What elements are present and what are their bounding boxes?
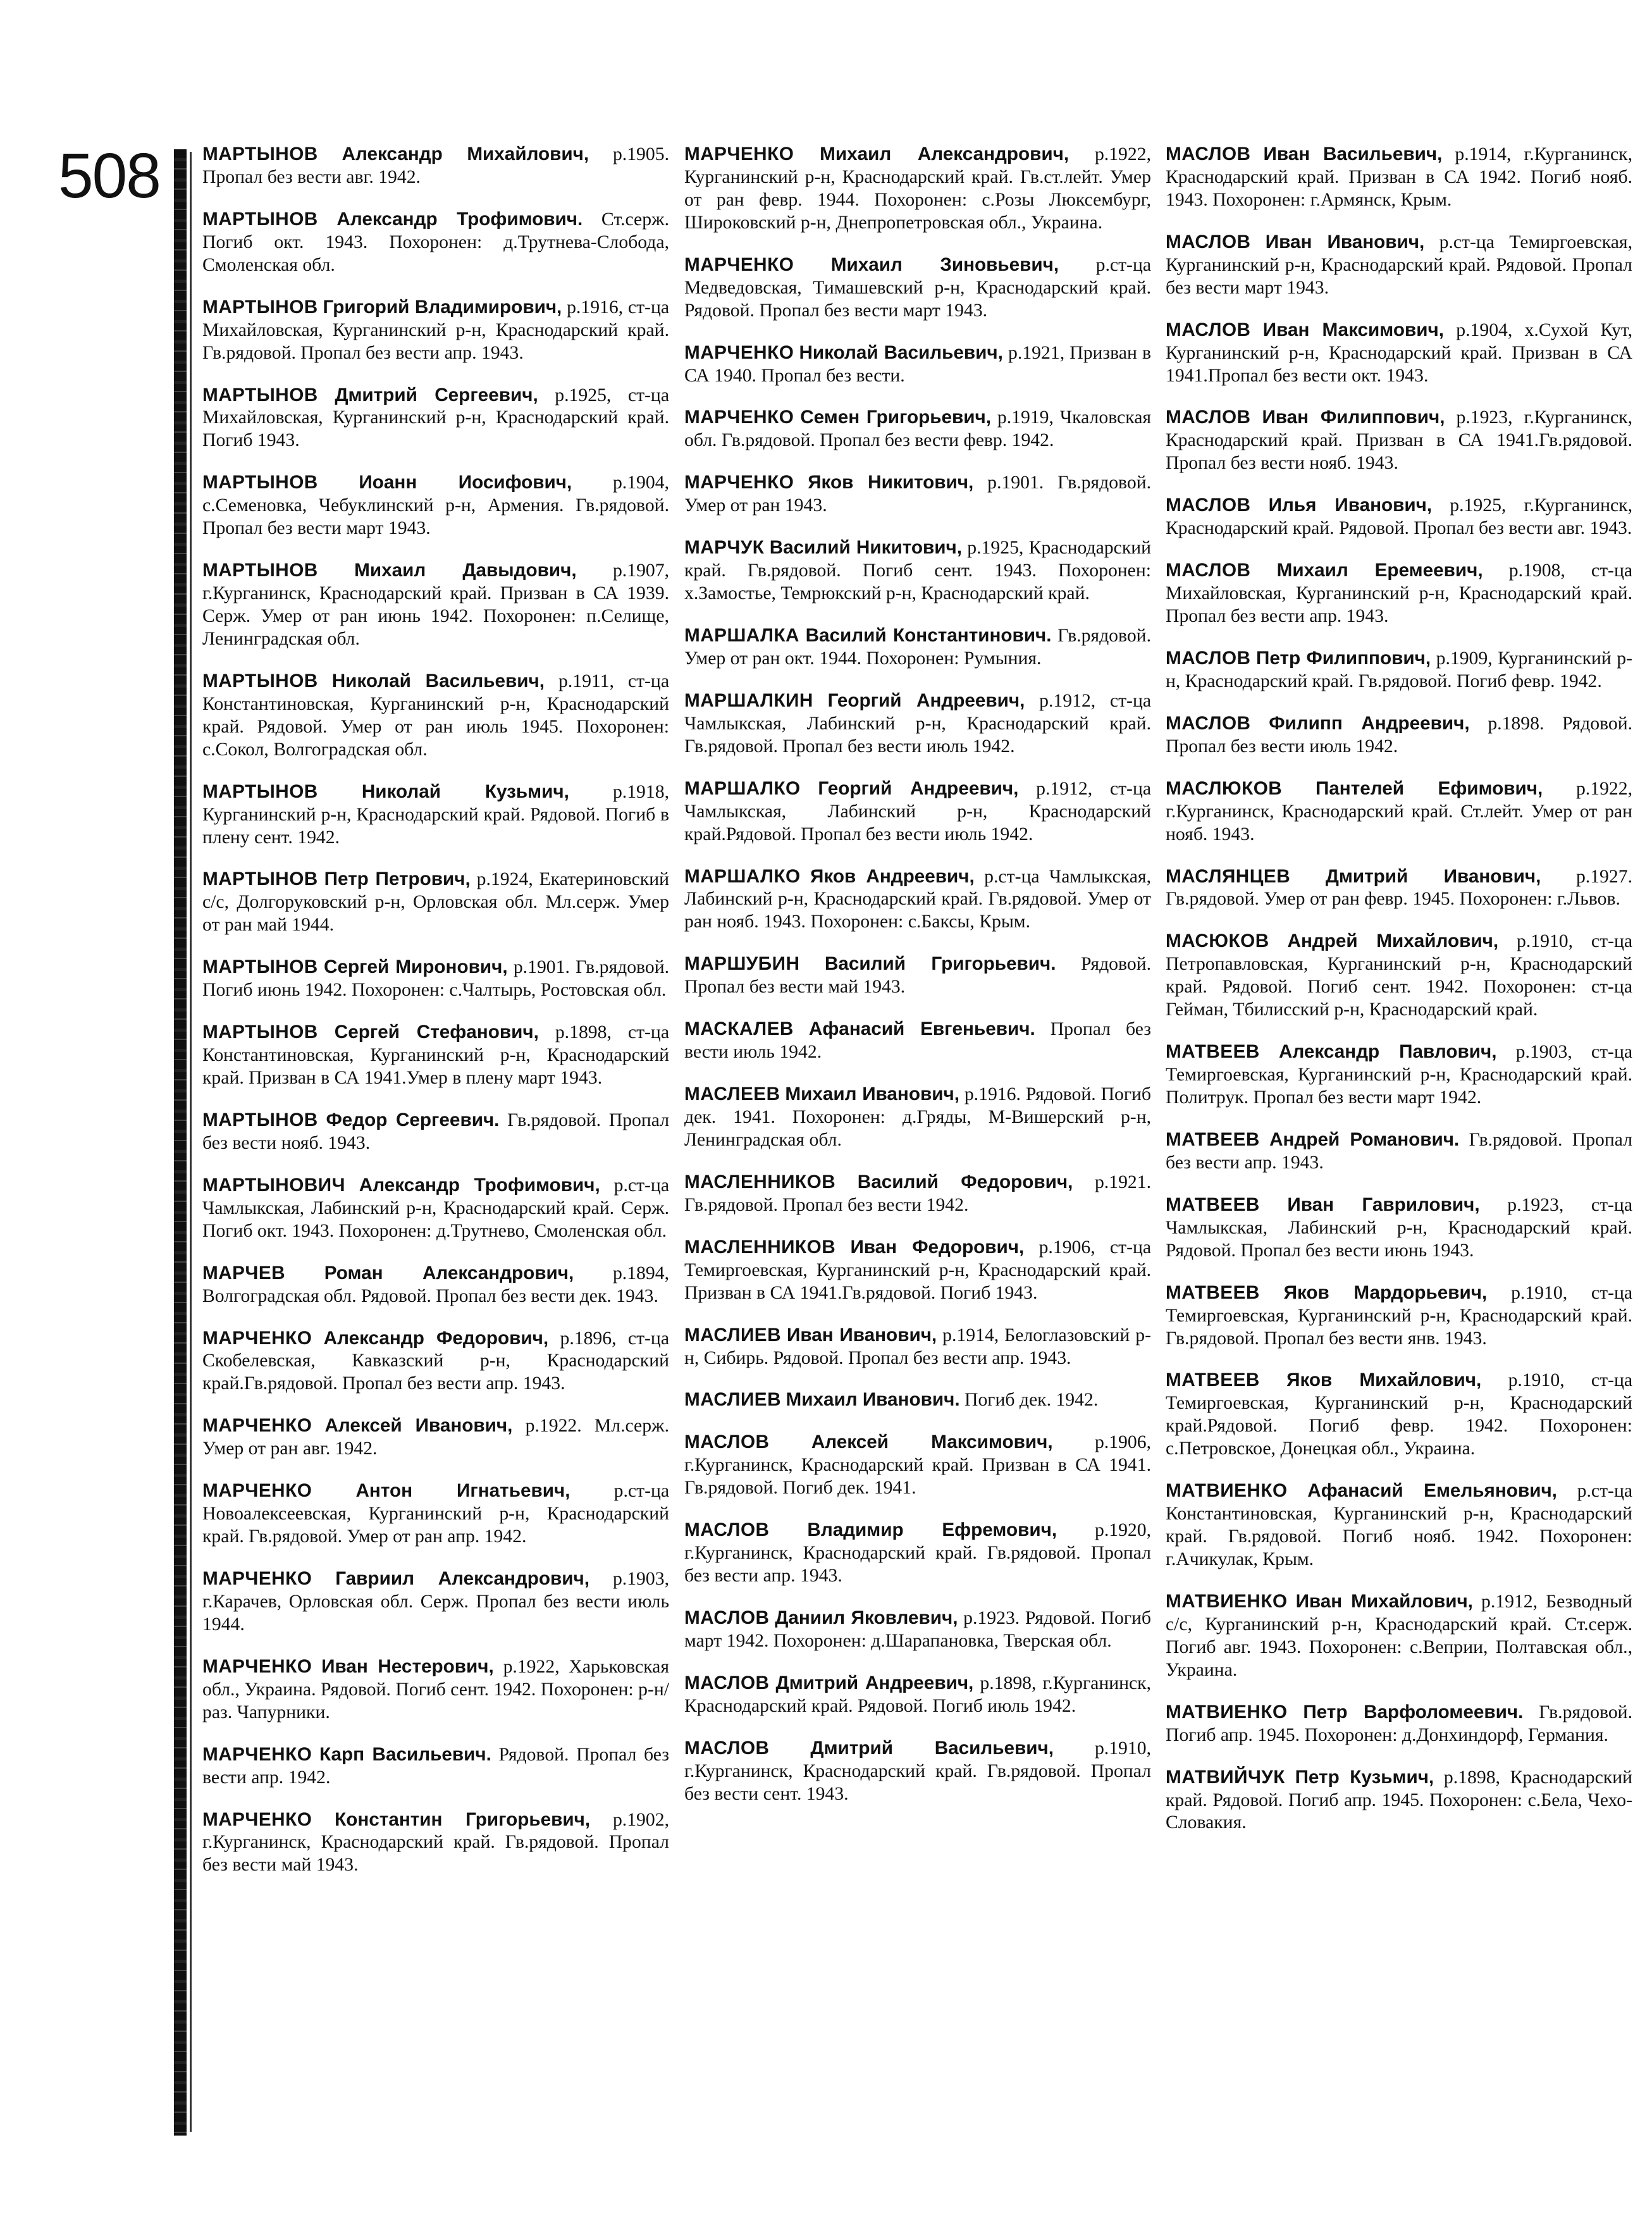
entry-surname: МАСЛЕННИКОВ: [684, 1171, 836, 1192]
entry-surname: МАТВЕЕВ: [1166, 1282, 1260, 1303]
entry-details: р.1923. Рядовой. Погиб март 1942. Похоронен: д.Шарапановка, Тверская обл.: [684, 1608, 1152, 1651]
entry-details: р.1906, ст-ца Темиргоевская, Курганинский р-н, Краснодарский край. Призван в СА 1941.Гв.рядовой. Погиб 1943.: [684, 1237, 1152, 1303]
entry-surname: МАРЧЕНКО: [684, 254, 794, 275]
entry: [684, 1018, 1151, 1064]
entry-surname: МАСЛОВ: [684, 1737, 770, 1759]
entry-surname: МАРЧЕНКО: [202, 1743, 312, 1765]
entry-surname: МАРЧЕНКО: [202, 1568, 312, 1589]
entry-given-name: Алексей Максимович,: [811, 1432, 1053, 1453]
entry-surname: МАСЛИЕВ: [684, 1389, 782, 1411]
column-1: [202, 143, 669, 1896]
entry-given-name: Андрей Романович.: [1269, 1129, 1460, 1150]
entry: [684, 536, 1151, 605]
entry: [1166, 1041, 1632, 1110]
entry-surname: МАРШУБИН: [684, 953, 800, 975]
entry-surname: МАСЛОВ: [1166, 712, 1251, 734]
entry-given-name: Дмитрий Иванович,: [1325, 865, 1541, 887]
entry-details: Ст.серж. Погиб окт. 1943. Похоронен: д.Трутнева-Слобода, Смоленская обл.: [202, 209, 669, 275]
entry-details: р.1907, г.Курганинск, Краснодарский край. Призван в СА 1939. Серж. Умер от ран июнь 1942. Похоронен: п.Селище, Ленинградская обл.: [202, 560, 670, 649]
entry-details: р.1922, г.Курганинск, Краснодарский край. Ст.лейт. Умер от ран нояб. 1943.: [1166, 778, 1633, 844]
entry-given-name: Иоанн Иосифович,: [359, 472, 572, 493]
entry-surname: МАРЧЕНКО: [684, 342, 794, 363]
page-edge-bar: [174, 149, 187, 2136]
entry-surname: МАРЧЕНКО: [202, 1415, 312, 1437]
entry: [684, 471, 1151, 517]
entry-surname: МАРЧЕНКО: [202, 1327, 312, 1349]
entry-given-name: Иван Иванович,: [787, 1324, 937, 1345]
entry-details: Гв.рядовой. Пропал без вести апр. 1943.: [1166, 1129, 1633, 1173]
entry: [1166, 1194, 1632, 1263]
entry-surname: МАРЧЕНКО: [202, 1480, 312, 1502]
entry-details: р.1910, ст-ца Петропавловская, Курганинский р-н, Краснодарский край. Рядовой. Погиб сент. 1942. Похоронен: ст-ца Гейман, Тбилисский р-н, Краснодарский край.: [1166, 931, 1633, 1020]
entry: [1166, 1129, 1632, 1175]
entry-given-name: Иван Федорович,: [850, 1236, 1025, 1258]
entry-given-name: Михаил Иванович,: [785, 1084, 959, 1105]
entry-given-name: Иван Михайлович,: [1295, 1590, 1473, 1612]
entry-given-name: Иван Гаврилович,: [1287, 1194, 1480, 1215]
entry: [202, 1109, 669, 1155]
entry: [1166, 777, 1632, 846]
entry-details: р.1923, ст-ца Чамлыкская, Лабинский р-н, Краснодарский край. Рядовой. Пропал без вести июнь 1943.: [1166, 1194, 1632, 1261]
entry-details: р.1922, Харьковская обл., Украина. Рядовой. Погиб сент. 1942. Похоронен: р-н/раз. Чапурники.: [202, 1656, 670, 1722]
entry-surname: МАРТЫНОВ: [202, 472, 318, 493]
entry-surname: МАРТЫНОВ: [202, 144, 318, 164]
entry-given-name: Григорий Владимирович,: [323, 296, 562, 318]
entry-details: р.1901. Гв.рядовой. Умер от ран 1943.: [684, 473, 1152, 516]
entry-given-name: Александр Трофимович,: [359, 1174, 600, 1196]
entry-surname: МАСЛОВ: [1166, 407, 1251, 428]
entry-details: р.1898. Рядовой. Пропал без вести июль 1942.: [1166, 713, 1633, 757]
entry-surname: МАСЛЕЕВ: [684, 1084, 780, 1105]
entry-surname: МАСЛОВ: [1166, 560, 1251, 581]
entry-details: р.1901. Гв.рядовой. Погиб июнь 1942. Похоронен: с.Чалтырь, Ростовская обл.: [202, 957, 670, 1001]
entry: [1166, 559, 1632, 628]
entry-details: р.ст-ца Новоалексеевская, Курганинский р-н, Краснодарский край. Гв.рядовой. Умер от ран апр. 1942.: [202, 1481, 670, 1547]
entry: [202, 781, 669, 850]
entry-given-name: Филипп Андреевич,: [1269, 712, 1470, 734]
entry-surname: МАСЛЯНЦЕВ: [1166, 865, 1291, 887]
entry-given-name: Яков Мардорьевич,: [1283, 1282, 1488, 1303]
entry-surname: МАСЛОВ: [684, 1432, 770, 1453]
entry-surname: МАСЛОВ: [1166, 319, 1251, 340]
entry: [1166, 143, 1632, 212]
entry: [684, 777, 1151, 846]
entry: [202, 208, 669, 277]
entry-details: р.1898, Краснодарский край. Рядовой. Погиб апр. 1945. Похоронен: с.Бела, Чехо-Словакия.: [1166, 1767, 1633, 1833]
entry-given-name: Михаил Зиновьевич,: [830, 254, 1059, 275]
entry-given-name: Иван Нестерович,: [321, 1655, 494, 1677]
entry-surname: МАРТЫНОВ: [202, 560, 318, 581]
entry: [202, 1655, 669, 1724]
entry: [684, 406, 1151, 452]
entry-surname: МАТВЕЕВ: [1166, 1129, 1260, 1150]
entry-surname: МАРТЫНОВ: [202, 869, 318, 890]
entry-surname: МАРШАЛКО: [684, 777, 801, 799]
entry-details: Гв.рядовой. Погиб апр. 1945. Похоронен: д.Донхиндорф, Германия.: [1166, 1702, 1632, 1745]
entry-given-name: Николай Васильевич,: [799, 342, 1003, 363]
entry-surname: МАТВИЕНКО: [1166, 1701, 1288, 1722]
entry-given-name: Михаил Еремеевич,: [1276, 560, 1483, 581]
entry: [1166, 1590, 1632, 1682]
entry-details: р.1912, ст-ца Чамлыкская, Лабинский р-н, Краснодарский край.Рядовой. Пропал без вести июль 1942.: [684, 778, 1152, 844]
entry-details: р.1914, г.Курганинск, Краснодарский край. Призван в СА 1942. Погиб нояб. 1943. Похоронен: г.Армянск, Крым.: [1166, 144, 1633, 210]
entry-surname: МАРЧЕНКО: [684, 472, 794, 493]
entry: [684, 1607, 1151, 1653]
entry-given-name: Николай Кузьмич,: [361, 781, 569, 802]
entry-given-name: Михаил Иванович.: [786, 1389, 960, 1411]
entry-surname: МАРТЫНОВ: [202, 670, 318, 691]
entry: [1166, 494, 1632, 540]
entry: [684, 1672, 1151, 1718]
entry-surname: МАРТЫНОВ: [202, 384, 318, 405]
entry-given-name: Василий Федорович,: [857, 1171, 1073, 1192]
entry-details: р.1921, Призван в СА 1940. Пропал без вести.: [684, 342, 1151, 386]
entry-details: р.1916, ст-ца Михайловская, Курганинский р-н, Краснодарский край. Гв.рядовой. Пропал без вести апр. 1943.: [202, 297, 670, 363]
entry-details: р.1916. Рядовой. Погиб дек. 1941. Похоронен: д.Гряды, М-Вишерский р-н, Ленинградская обл.: [684, 1084, 1152, 1150]
entry-details: р.1894, Волгоградская обл. Рядовой. Пропал без вести дек. 1943.: [202, 1263, 669, 1306]
entry-given-name: Алексей Иванович,: [324, 1415, 513, 1437]
entry-given-name: Петр Петрович,: [324, 869, 471, 890]
entry-details: р.1898, г.Курганинск, Краснодарский край. Рядовой. Погиб июль 1942.: [684, 1673, 1152, 1716]
entry: [684, 143, 1151, 235]
entry: [202, 1327, 669, 1396]
entry-given-name: Николай Васильевич,: [331, 670, 545, 691]
entry-details: р.1914, Белоглазовский р-н, Сибирь. Рядовой. Пропал без вести апр. 1943.: [684, 1325, 1151, 1368]
entry-details: р.1910, ст-ца Темиргоевская, Курганинский р-н, Краснодарский край. Гв.рядовой. Пропал без вести янв. 1943.: [1166, 1282, 1633, 1349]
entry-details: р.1904, с.Семеновка, Чебуклинский р-н, Армения. Гв.рядовой. Пропал без вести март 1943.: [202, 473, 669, 539]
entry-details: р.ст-ца Чамлыкская, Лабинский р-н, Краснодарский край. Серж. Погиб окт. 1943. Похоронен: д.Трутнево, Смоленская обл.: [202, 1175, 669, 1241]
entry: [684, 624, 1151, 671]
entry: [1166, 1766, 1632, 1835]
entry-surname: МАТВЕЕВ: [1166, 1194, 1260, 1215]
entry: [684, 865, 1151, 934]
entry-surname: МАСЛОВ: [1166, 144, 1251, 164]
entry-surname: МАСЛИЕВ: [684, 1324, 782, 1345]
entry-surname: МАРЧЕНКО: [202, 1809, 312, 1830]
entry-given-name: Владимир Ефремович,: [807, 1519, 1057, 1541]
entry: [202, 1809, 669, 1877]
entry: [1166, 319, 1632, 388]
entry-given-name: Иван Васильевич,: [1263, 144, 1443, 164]
entry-given-name: Сергей Стефанович,: [334, 1022, 539, 1043]
entry-details: р.ст-ца Темиргоевская, Курганинский р-н, Краснодарский край. Рядовой. Пропал без вести март 1943.: [1166, 232, 1632, 298]
entry-surname: МАТВИЕНКО: [1166, 1480, 1288, 1502]
entry-given-name: Афанасий Евгеньевич.: [808, 1018, 1035, 1040]
entry-given-name: Илья Иванович,: [1268, 495, 1433, 516]
entry: [684, 690, 1151, 758]
entry: [1166, 865, 1632, 912]
entry-details: р.1927. Гв.рядовой. Умер от ран февр. 1945. Похоронен: г.Львов.: [1166, 866, 1632, 910]
entry-given-name: Гавриил Александрович,: [335, 1568, 589, 1589]
entry-surname: МАСЛЮКОВ: [1166, 777, 1283, 799]
entry-surname: МАСЛОВ: [684, 1607, 770, 1628]
entry-given-name: Семен Григорьевич,: [800, 407, 991, 428]
entry-surname: МАРТЫНОВ: [202, 208, 318, 230]
entry: [1166, 1369, 1632, 1461]
entry-surname: МАСЛЕННИКОВ: [684, 1236, 836, 1258]
entry: [202, 956, 669, 1002]
entry-given-name: Яков Андреевич,: [810, 865, 975, 887]
entry-details: р.1924, Екатериновский с/с, Долгоруковский р-н, Орловская обл. Мл.серж. Умер от ран май 1944.: [202, 869, 669, 936]
entry-details: Пропал без вести июль 1942.: [684, 1019, 1151, 1063]
entry-given-name: Петр Филиппович,: [1255, 647, 1431, 669]
entry-surname: МАРТЫНОВ: [202, 781, 318, 802]
entry-details: р.1922. Мл.серж. Умер от ран авг. 1942.: [202, 1416, 669, 1459]
entry: [684, 1236, 1151, 1305]
entry-surname: МАТВИЕНКО: [1166, 1590, 1288, 1612]
entry-given-name: Александр Федорович,: [323, 1327, 549, 1349]
entry: [202, 1568, 669, 1636]
entry: [202, 1414, 669, 1461]
entry-given-name: Георгий Андреевич,: [818, 777, 1019, 799]
entry-details: р.1898, ст-ца Константиновская, Курганинский р-н, Краснодарский край. Призван в СА 1941.Умер в плену март 1943.: [202, 1022, 669, 1088]
entry-details: р.ст-ца Чамлыкская, Лабинский р-н, Краснодарский край. Гв.рядовой. Умер от ран нояб. 1943. Похоронен: с.Баксы, Крым.: [684, 866, 1152, 932]
entry: [202, 1174, 669, 1243]
entry: [684, 1737, 1151, 1806]
entry-surname: МАРЧЕНКО: [684, 407, 794, 428]
entry: [202, 868, 669, 937]
entry: [202, 143, 669, 189]
entry-details: р.1920, г.Курганинск, Краснодарский край. Гв.рядовой. Пропал без вести апр. 1943.: [684, 1520, 1152, 1586]
entry-surname: МАРТЫНОВ: [202, 1109, 318, 1130]
entry: [202, 1480, 669, 1549]
entry-details: р.1910, г.Курганинск, Краснодарский край. Гв.рядовой. Пропал без вести сент. 1943.: [684, 1738, 1151, 1804]
entry: [684, 1324, 1151, 1370]
entry-surname: МАРЧЕНКО: [684, 144, 794, 164]
page-number: 508: [58, 140, 160, 211]
entry-given-name: Сергей Миронович,: [324, 956, 508, 978]
entry-details: р.1912, Безводный с/с, Курганинский р-н, Краснодарский край. Ст.серж. Погиб авг. 1943. Похоронен: с.Веприи, Полтавская обл., Украина.: [1166, 1591, 1633, 1680]
entry-given-name: Иван Филиппович,: [1262, 407, 1445, 428]
entry-surname: МАСЮКОВ: [1166, 931, 1269, 952]
entry: [684, 254, 1151, 323]
entry-surname: МАТВЕЕВ: [1166, 1370, 1260, 1391]
column-2: [684, 143, 1151, 1825]
entry: [1166, 1480, 1632, 1571]
entry-details: р.1919, Чкаловская обл. Гв.рядовой. Пропал без вести февр. 1942.: [684, 407, 1152, 451]
entry-given-name: Яков Никитович,: [808, 472, 974, 493]
entry-given-name: Константин Григорьевич,: [335, 1809, 591, 1830]
entry: [202, 1021, 669, 1090]
entry-given-name: Пантелей Ефимович,: [1315, 777, 1543, 799]
entry: [202, 296, 669, 365]
entry-given-name: Василий Григорьевич.: [824, 953, 1056, 975]
entry-details: Гв.рядовой. Умер от ран окт. 1944. Похоронен: Румыния.: [684, 626, 1151, 669]
entry-details: р.1910, ст-ца Темиргоевская, Курганинский р-н, Краснодарский край.Рядовой. Погиб февр. 1942. Похоронен: с.Петровское, Донецкая обл., Украина.: [1166, 1370, 1633, 1459]
entry-surname: МАСКАЛЕВ: [684, 1018, 794, 1040]
entry-given-name: Иван Максимович,: [1262, 319, 1444, 340]
entry-surname: МАРШАЛКО: [684, 865, 801, 887]
entry-details: р.1921. Гв.рядовой. Пропал без вести 1942.: [684, 1172, 1152, 1215]
entry-details: р.ст-ца Константиновская, Курганинский р-н, Краснодарский край. Гв.рядовой. Погиб нояб. 1942. Похоронен: г.Ачикулак, Крым.: [1166, 1481, 1633, 1569]
entry-given-name: Василий Константинович.: [805, 625, 1052, 646]
entry-surname: МАРШАЛКА: [684, 625, 799, 646]
entry: [1166, 1701, 1632, 1747]
entry-surname: МАТВЕЕВ: [1166, 1041, 1260, 1063]
entry-given-name: Дмитрий Андреевич,: [775, 1672, 974, 1693]
entry: [684, 1171, 1151, 1217]
entry-given-name: Роман Александрович,: [324, 1262, 574, 1283]
entry: [684, 1083, 1151, 1152]
entry-surname: МАСЛОВ: [1166, 231, 1251, 252]
entry: [1166, 1282, 1632, 1351]
entry-details: Рядовой. Пропал без вести апр. 1942.: [202, 1744, 670, 1788]
entry-details: р.1925, г.Курганинск, Краснодарский край. Рядовой. Пропал без вести авг. 1943.: [1166, 495, 1633, 539]
entry-details: Рядовой. Пропал без вести май 1943.: [684, 954, 1151, 998]
entry-details: р.ст-ца Медведовская, Тимашевский р-н, Краснодарский край. Рядовой. Пропал без вести март 1943.: [684, 254, 1152, 321]
entry-given-name: Даниил Яковлевич,: [775, 1607, 958, 1628]
entry-given-name: Петр Кузьмич,: [1295, 1766, 1434, 1788]
entry-given-name: Михаил Давыдович,: [354, 560, 577, 581]
entry-surname: МАРТЫНОВ: [202, 296, 318, 318]
entry-details: р.1902, г.Курганинск, Краснодарский край. Гв.рядовой. Пропал без вести май 1943.: [202, 1809, 669, 1876]
entry-surname: МАСЛОВ: [1166, 495, 1251, 516]
entry: [1166, 231, 1632, 300]
entry: [1166, 712, 1632, 758]
entry-details: р.1912, ст-ца Чамлыкская, Лабинский р-н, Краснодарский край. Гв.рядовой. Пропал без вести июль 1942.: [684, 690, 1152, 757]
entry-details: р.1925, ст-ца Михайловская, Курганинский р-н, Краснодарский край. Погиб 1943.: [202, 385, 669, 451]
entry-surname: МАРЧЕНКО: [202, 1655, 312, 1677]
entry-surname: МАСЛОВ: [684, 1519, 770, 1541]
entry-given-name: Андрей Михайлович,: [1287, 931, 1499, 952]
entry-given-name: Александр Павлович,: [1279, 1041, 1497, 1063]
entry-given-name: Федор Сергеевич.: [326, 1109, 500, 1130]
entry-details: р.1909, Курганинский р-н, Краснодарский край. Гв.рядовой. Погиб февр. 1942.: [1166, 648, 1632, 691]
entry: [684, 342, 1151, 388]
entry-details: р.1904, х.Сухой Кут, Курганинский р-н, Краснодарский край. Призван в СА 1941.Пропал без вести окт. 1943.: [1166, 319, 1632, 386]
entry-details: р.1908, ст-ца Михайловская, Курганинский р-н, Краснодарский край. Пропал без вести апр. 1943.: [1166, 560, 1633, 626]
entry-details: Погиб дек. 1942.: [965, 1390, 1099, 1411]
entry-given-name: Михаил Александрович,: [820, 144, 1069, 164]
entry: [684, 1519, 1151, 1588]
entry-given-name: Карп Васильевич.: [319, 1743, 491, 1765]
entry-details: р.1922, Курганинский р-н, Краснодарский край. Гв.ст.лейт. Умер от ран февр. 1944. Похоронен: с.Розы Люксембург, Широковский р-н, Днепропетровская обл., Украина.: [684, 144, 1151, 233]
entry-given-name: Иван Иванович,: [1265, 231, 1425, 252]
entry: [202, 471, 669, 540]
entry-given-name: Петр Варфоломеевич.: [1303, 1701, 1524, 1722]
entry: [684, 1431, 1151, 1500]
entry-surname: МАРЧЕВ: [202, 1262, 286, 1283]
entry-details: р.1896, ст-ца Скобелевская, Кавказский р-н, Краснодарский край.Гв.рядовой. Пропал без вести апр. 1943.: [202, 1328, 669, 1394]
entry-surname: МАТВИЙЧУК: [1166, 1766, 1285, 1788]
entry-surname: МАСЛОВ: [684, 1672, 770, 1693]
entry: [684, 953, 1151, 999]
entry: [202, 670, 669, 762]
entry-surname: МАРТЫНОВ: [202, 956, 318, 978]
entry-surname: МАСЛОВ: [1166, 647, 1251, 669]
entry-given-name: Дмитрий Васильевич,: [810, 1737, 1054, 1759]
entry-surname: МАРЧУК: [684, 537, 765, 559]
column-3: [1166, 143, 1632, 1853]
entry: [202, 384, 669, 453]
entry: [202, 559, 669, 651]
entry-details: р.1923, г.Курганинск, Краснодарский край. Призван в СА 1941.Гв.рядовой. Пропал без вести нояб. 1943.: [1166, 407, 1633, 474]
entry: [1166, 647, 1632, 693]
entry: [202, 1262, 669, 1308]
entry-given-name: Дмитрий Сергеевич,: [335, 384, 538, 405]
entry-details: р.1906, г.Курганинск, Краснодарский край. Призван в СА 1941. Гв.рядовой. Погиб дек. 1941.: [684, 1432, 1151, 1499]
entry: [684, 1388, 1151, 1412]
entry-surname: МАРТЫНОВИЧ: [202, 1174, 345, 1196]
entry-given-name: Яков Михайлович,: [1286, 1370, 1482, 1391]
entry-details: р.1925, Краснодарский край. Гв.рядовой. Погиб сент. 1943. Похоронен: х.Замостье, Темрюкский р-н, Краснодарский край.: [684, 538, 1152, 604]
entry-details: р.1903, г.Карачев, Орловская обл. Серж. Пропал без вести июль 1944.: [202, 1569, 669, 1635]
entry-given-name: Афанасий Емельянович,: [1307, 1480, 1557, 1502]
entry-given-name: Александр Михайлович,: [342, 144, 589, 164]
entry: [202, 1743, 669, 1790]
entry: [1166, 930, 1632, 1022]
entry-given-name: Александр Трофимович.: [336, 208, 583, 230]
entry-details: р.1918, Курганинский р-н, Краснодарский край. Рядовой. Погиб в плену сент. 1942.: [202, 781, 669, 848]
column-rule: [190, 152, 192, 2132]
entry-details: р.1903, ст-ца Темиргоевская, Курганинский р-н, Краснодарский край. Политрук. Пропал без вести март 1942.: [1166, 1042, 1633, 1108]
entry-details: Гв.рядовой. Пропал без вести нояб. 1943.: [202, 1110, 670, 1153]
entry-given-name: Василий Никитович,: [769, 537, 962, 559]
entry: [1166, 406, 1632, 475]
entry-surname: МАРТЫНОВ: [202, 1022, 318, 1043]
entry-surname: МАРШАЛКИН: [684, 690, 813, 711]
entry-given-name: Георгий Андреевич,: [827, 690, 1025, 711]
entry-details: р.1905. Пропал без вести авг. 1942.: [202, 144, 669, 187]
entry-given-name: Антон Игнатьевич,: [355, 1480, 570, 1502]
entry-details: р.1911, ст-ца Константиновская, Курганинский р-н, Краснодарский край. Рядовой. Умер от ран июль 1945. Похоронен: с.Сокол, Волгоградская обл.: [202, 671, 669, 760]
